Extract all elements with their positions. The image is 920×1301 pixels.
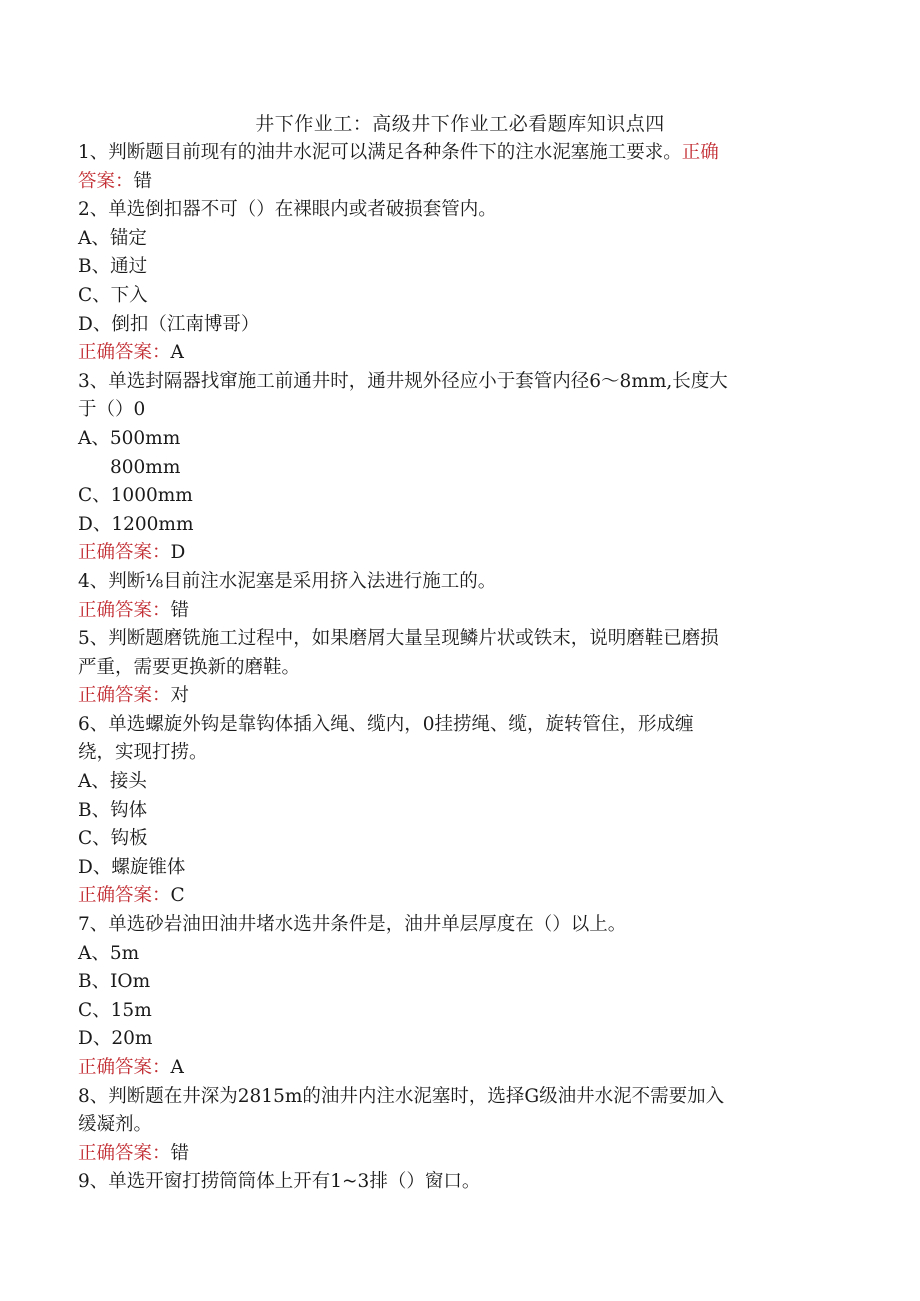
question-5-line-2: 严重，需要更换新的磨鞋。 [78, 656, 301, 678]
question-7: 7、单选砂岩油田油井堵水选井条件是，油井单层厚度在（）以上。 [78, 914, 627, 936]
answer-label: 正确答案： [78, 885, 171, 907]
question-7-answer [78, 1054, 838, 1083]
question-text: 1、判断题目前现有的油井水泥可以满足各种条件下的注水泥塞施工要求。 [78, 142, 682, 163]
question-8-answer [78, 1140, 838, 1169]
document-title: 井下作业工：高级井下作业工必看题库知识点四 [255, 113, 665, 135]
answer-value: A [170, 342, 184, 364]
question-4: 4、判断⅛目前注水泥塞是采用挤入法进行施工的。 [78, 570, 497, 592]
answer-label: 正确答案： [78, 542, 171, 564]
question-1-answer [78, 168, 838, 197]
question-3-line-2: 于（）0 [78, 399, 146, 421]
option: D、20m [78, 1028, 153, 1050]
answer-value: 对 [170, 685, 190, 707]
answer-label: 正确 [681, 142, 719, 163]
question-3-line-1: 3、单选封隔器找窜施工前通井时，通井规外径应小于套管内径6～8mm,长度大 [78, 370, 728, 392]
answer-label: 正确答案： [78, 599, 171, 621]
answer-value: A [170, 1057, 184, 1078]
question-3-answer [78, 539, 838, 568]
question-6-line-1: 6、单选螺旋外钩是靠钩体插入绳、缆内，0挂捞绳、缆，旋转管住，形成缠 [78, 713, 694, 735]
question-2: 2、单选倒扣器不可（）在裸眼内或者破损套管内。 [78, 199, 497, 221]
question-6-answer [78, 882, 838, 911]
answer-label: 正确答案： [78, 685, 171, 707]
option: A、锚定 [78, 227, 147, 249]
answer-label: 答案： [78, 170, 134, 192]
answer-value: D [170, 542, 186, 564]
option: A、500mm [78, 427, 181, 449]
option: C、1000mm [78, 485, 193, 507]
question-list [78, 139, 838, 1197]
question-9: 9、单选开窗打捞筒筒体上开有1~3排（）窗口。 [78, 1171, 481, 1193]
option: 800mm [110, 456, 181, 478]
option: B、通过 [78, 256, 148, 278]
option: C、15m [78, 999, 152, 1021]
question-4-answer [78, 597, 838, 626]
question-2-answer [78, 339, 838, 368]
answer-value: 错 [170, 599, 190, 621]
answer-value: 错 [133, 170, 153, 192]
question-6-line-2: 绕，实现打捞。 [78, 742, 208, 764]
answer-label: 正确答案： [78, 1142, 171, 1164]
question-5-answer [78, 682, 838, 711]
question-1 [78, 139, 838, 168]
option: A、接头 [78, 771, 147, 793]
option: B、钩体 [78, 799, 148, 821]
option: D、倒扣（江南博哥） [78, 313, 260, 335]
option: B、IOm [78, 971, 151, 993]
answer-label: 正确答案： [78, 1057, 171, 1078]
option: D、1200mm [78, 513, 194, 535]
question-8-line-1: 8、判断题在井深为2815m的油井内注水泥塞时，选择G级油井水泥不需要加入 [78, 1085, 725, 1107]
answer-value: C [170, 885, 185, 907]
option: D、螺旋锥体 [78, 856, 186, 878]
option: A、5m [78, 942, 140, 964]
answer-value: 错 [170, 1142, 190, 1164]
question-5-line-1: 5、判断题磨铣施工过程中，如果磨屑大量呈现鳞片状或铁末，说明磨鞋已磨损 [78, 628, 719, 650]
question-8-line-2: 缓凝剂。 [78, 1114, 153, 1136]
option: C、下入 [78, 284, 148, 306]
option: C、钩板 [78, 828, 148, 850]
answer-label: 正确答案： [78, 342, 171, 364]
